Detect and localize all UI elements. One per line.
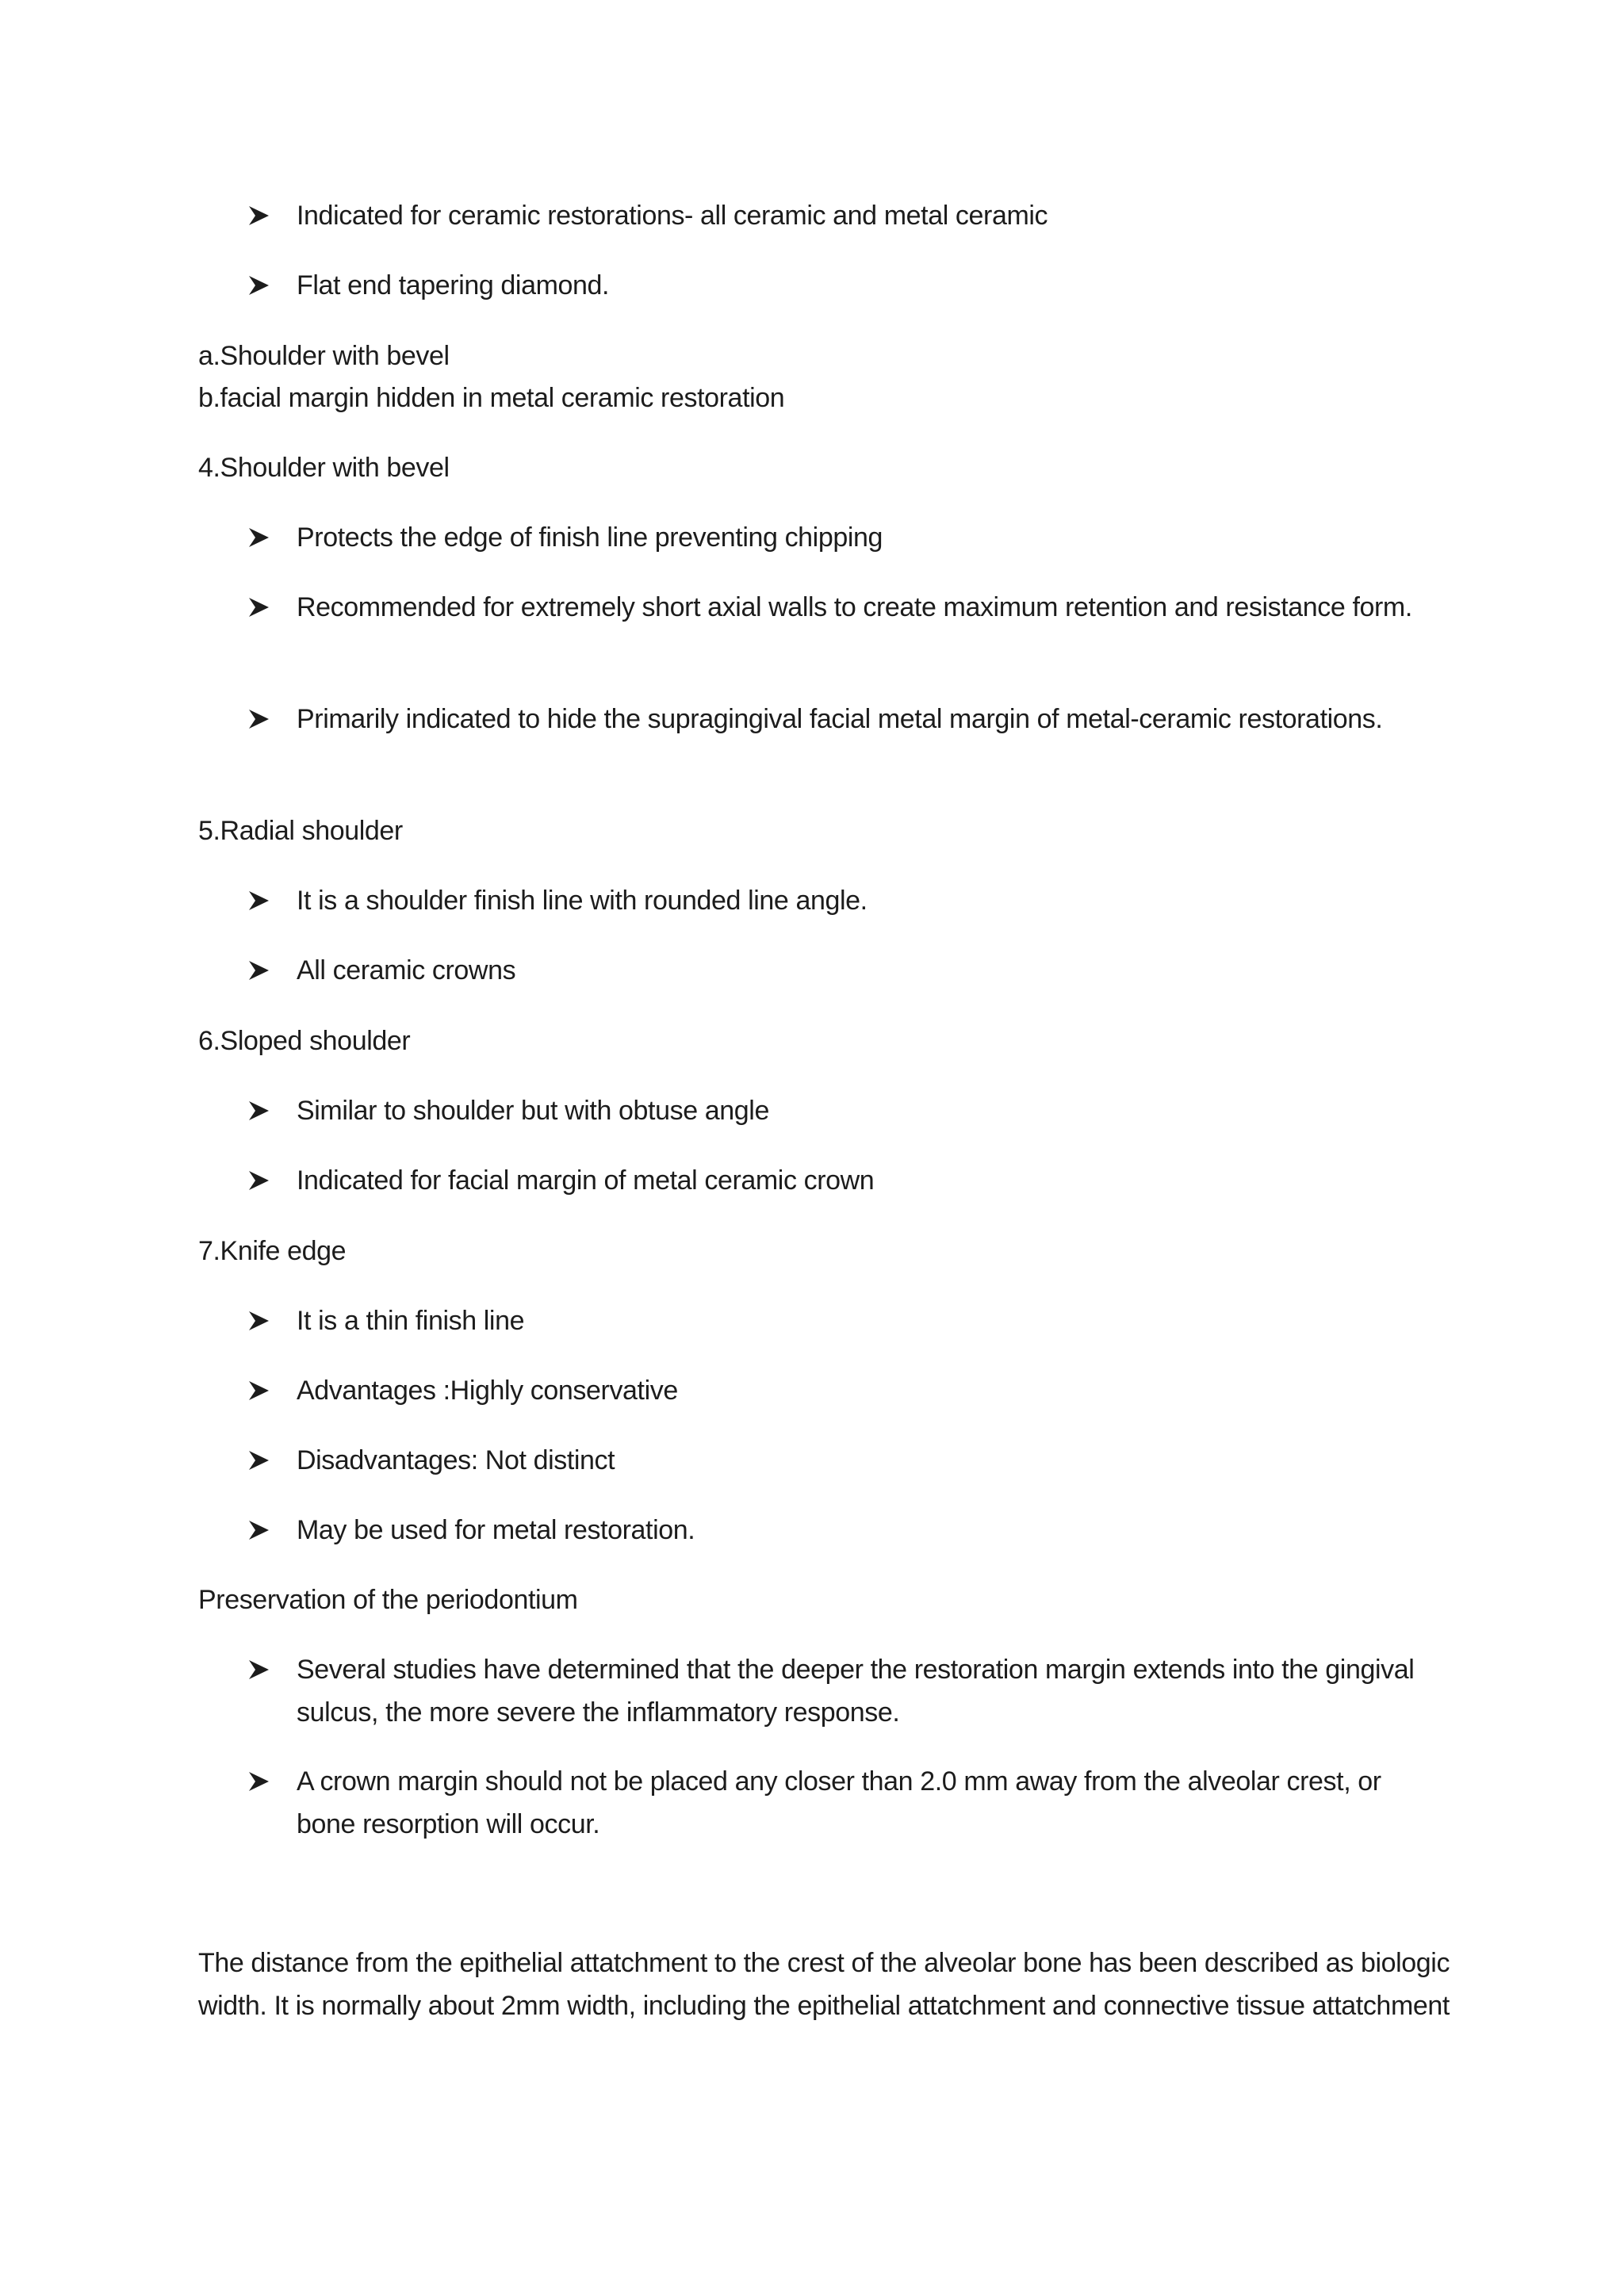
list-item: [247, 586, 1437, 629]
list-item-text: It is a shoulder finish line with rounded line angle.: [297, 886, 868, 916]
list-item: [247, 698, 1437, 740]
list-item: [247, 1369, 1437, 1412]
arrowhead-bullet-icon: [247, 1770, 271, 1793]
section-heading: 5.Radial shoulder: [198, 816, 403, 846]
arrowhead-bullet-icon: [247, 707, 271, 731]
list-item-text: Several studies have determined that the deeper the restoration margin extends into the gingival sulcus, the more severe the inflammatory response.: [297, 1655, 1415, 1728]
list-item: [247, 516, 1437, 559]
list-item: [247, 1159, 1437, 1202]
list-item: [247, 194, 1437, 237]
list-item: [247, 1299, 1437, 1342]
subitem-line: a.Shoulder with bevel: [198, 341, 450, 371]
arrowhead-bullet-icon: [247, 526, 271, 549]
list-item-text: May be used for metal restoration.: [297, 1515, 695, 1545]
list-item: [247, 264, 1437, 307]
list-item-text: Recommended for extremely short axial walls to create maximum retention and resistance form.: [297, 592, 1412, 622]
list-item-text: Advantages :Highly conservative: [297, 1376, 678, 1406]
list-item-text: Protects the edge of finish line preventing chipping: [297, 522, 883, 553]
arrowhead-bullet-icon: [247, 1448, 271, 1472]
section-heading: 6.Sloped shoulder: [198, 1026, 411, 1056]
list-item: [247, 949, 1437, 992]
section-heading: 7.Knife edge: [198, 1236, 347, 1266]
list-item: [247, 1509, 1437, 1552]
list-item-text: Flat end tapering diamond.: [297, 270, 610, 300]
arrowhead-bullet-icon: [247, 1169, 271, 1192]
list-item: [247, 1089, 1437, 1132]
list-item-text: It is a thin finish line: [297, 1306, 525, 1336]
arrowhead-bullet-icon: [247, 1379, 271, 1402]
arrowhead-bullet-icon: [247, 889, 271, 913]
list-item-text: A crown margin should not be placed any closer than 2.0 mm away from the alveolar crest, or bone resorption will occur.: [297, 1766, 1381, 1839]
arrowhead-bullet-icon: [247, 1099, 271, 1123]
arrowhead-bullet-icon: [247, 1309, 271, 1333]
list-item: [247, 1439, 1437, 1482]
arrowhead-bullet-icon: [247, 1658, 271, 1682]
subitem-line: b.facial margin hidden in metal ceramic restoration: [198, 383, 785, 413]
list-item-text: Primarily indicated to hide the supragingival facial metal margin of metal-ceramic restorations.: [297, 704, 1383, 734]
list-item: [247, 1760, 1437, 1846]
list-item-text: Similar to shoulder but with obtuse angle: [297, 1096, 769, 1126]
body-paragraph: The distance from the epithelial attatchment to the crest of the alveolar bone has been described as biologic width. It is normally about 2mm width, including the epithelial attatchment and connective tissue attatchment: [198, 1948, 1450, 2021]
list-item-text: Indicated for facial margin of metal ceramic crown: [297, 1165, 875, 1196]
arrowhead-bullet-icon: [247, 204, 271, 228]
section-heading: Preservation of the periodontium: [198, 1585, 578, 1615]
list-item: [247, 879, 1437, 922]
list-item: [247, 1648, 1437, 1734]
section-heading: 4.Shoulder with bevel: [198, 453, 450, 483]
arrowhead-bullet-icon: [247, 1518, 271, 1542]
arrowhead-bullet-icon: [247, 595, 271, 619]
list-item-text: Indicated for ceramic restorations- all ceramic and metal ceramic: [297, 201, 1048, 231]
arrowhead-bullet-icon: [247, 959, 271, 982]
arrowhead-bullet-icon: [247, 274, 271, 297]
list-item-text: All ceramic crowns: [297, 955, 516, 985]
list-item-text: Disadvantages: Not distinct: [297, 1445, 615, 1475]
